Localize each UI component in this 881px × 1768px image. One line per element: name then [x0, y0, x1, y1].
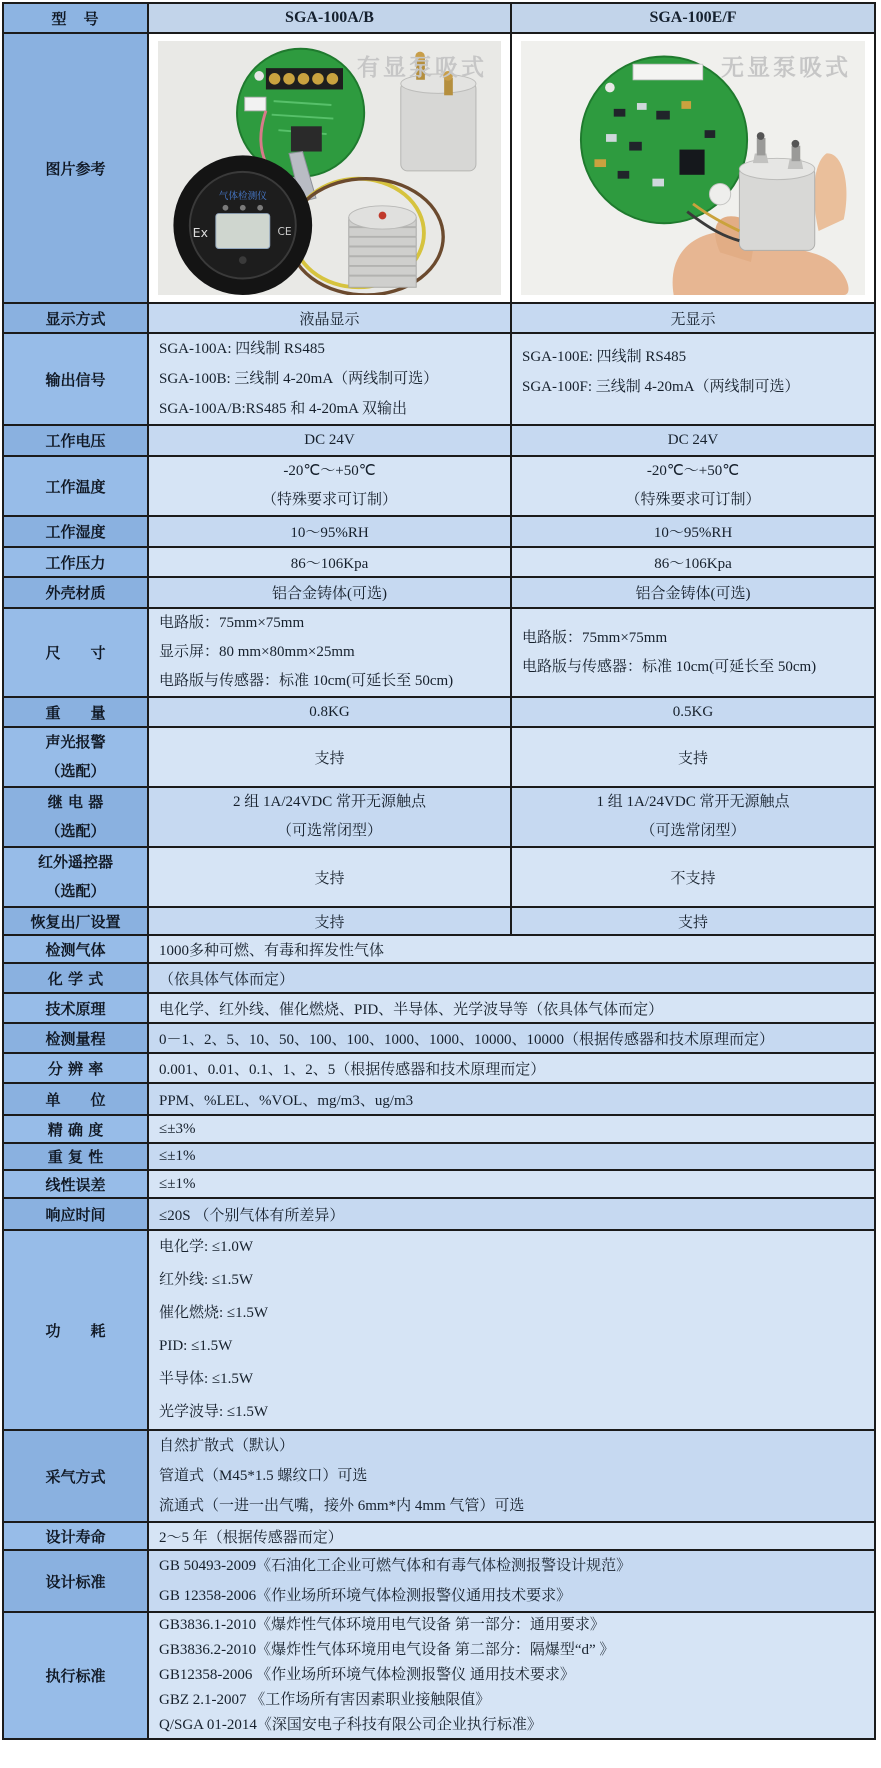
cell-line: PID: ≤1.5W — [159, 1338, 233, 1354]
row-label-image-reference: 图片参考 — [3, 33, 148, 303]
row-label-detect-gas: 检测气体 — [3, 935, 148, 963]
cell-line: 电路版：75mm×75mm — [159, 615, 305, 631]
cell-line: 红外线: ≤1.5W — [159, 1272, 254, 1288]
cell-pressure-b: 86～106Kpa — [511, 547, 875, 577]
header-col-a: SGA-100A/B — [148, 3, 511, 33]
row-label-repeatability: 重 复 性 — [3, 1143, 148, 1170]
row-sound-light-alarm — [3, 727, 875, 787]
cell-humidity-a: 10～95%RH — [148, 516, 511, 547]
svg-text:气体检测仪: 气体检测仪 — [218, 190, 267, 203]
row-exec-standard — [3, 1612, 875, 1739]
row-unit — [3, 1083, 875, 1115]
row-label-detect-range: 检测量程 — [3, 1023, 148, 1053]
cell-power-consumption — [148, 1230, 875, 1430]
cell-display-a: 液晶显示 — [148, 303, 511, 333]
cell-humidity-b: 10～95%RH — [511, 516, 875, 547]
cell-sampling-method — [148, 1430, 875, 1522]
row-working-pressure — [3, 547, 875, 577]
cell-unit: PPM、%LEL、%VOL、mg/m3、ug/m3 — [148, 1083, 875, 1115]
row-label-dimensions: 尺 寸 — [3, 608, 148, 697]
row-label-sound-light-alarm — [3, 727, 148, 787]
product-photo-b-cell — [511, 33, 875, 303]
cell-resolution: 0.001、0.01、0.1、1、2、5（根据传感器和技术原理而定） — [148, 1053, 875, 1083]
row-detect-range — [3, 1023, 875, 1053]
svg-text:Ex: Ex — [192, 224, 208, 240]
row-label-resolution: 分 辨 率 — [3, 1053, 148, 1083]
cell-line: （特殊要求可订制） — [625, 492, 761, 508]
row-label-sampling-method: 采气方式 — [3, 1430, 148, 1522]
row-label-accuracy: 精 确 度 — [3, 1115, 148, 1143]
row-sampling-method — [3, 1430, 875, 1522]
row-tech-principle — [3, 993, 875, 1023]
cell-line: GB 12358-2006《作业场所环境气体检测报警仪通用技术要求》 — [159, 1588, 572, 1604]
cell-weight-a: 0.8KG — [148, 697, 511, 727]
cell-line: Q/SGA 01-2014《深国安电子科技有限公司企业执行标准》 — [159, 1717, 542, 1733]
cell-line: -20℃～+50℃ — [283, 463, 376, 479]
cell-chemical-formula: （依具体气体而定） — [148, 963, 875, 993]
cell-line: 2 组 1A/24VDC 常开无源触点 — [233, 794, 426, 810]
row-repeatability — [3, 1143, 875, 1170]
cell-dimensions-a — [148, 608, 511, 697]
cell-line: 红外遥控器 — [37, 853, 113, 871]
row-label-linearity: 线性误差 — [3, 1170, 148, 1198]
cell-repeatability: ≤±1% — [148, 1143, 875, 1170]
cell-alarm-b: 支持 — [511, 727, 875, 787]
row-label-working-humidity: 工作湿度 — [3, 516, 148, 547]
cell-voltage-b: DC 24V — [511, 425, 875, 456]
cell-line: 自然扩散式（默认） — [159, 1438, 295, 1454]
lcd-gauge — [173, 155, 312, 295]
row-label-display-mode: 显示方式 — [3, 303, 148, 333]
cell-line: 电路版与传感器：标准 10cm(可延长至 50cm) — [159, 673, 454, 689]
row-label-power-consumption: 功 耗 — [3, 1230, 148, 1430]
product-photo-a-cell — [148, 33, 511, 303]
cell-line: 电化学: ≤1.0W — [159, 1239, 254, 1255]
cell-detect-range: 0－1、2、5、10、50、100、100、1000、1000、10000、10000（根据传感器和技术原理而定） — [148, 1023, 875, 1053]
row-label-housing-material: 外壳材质 — [3, 577, 148, 608]
cell-line: （可选常闭型） — [276, 823, 382, 839]
cell-display-b: 无显示 — [511, 303, 875, 333]
row-label-working-voltage: 工作电压 — [3, 425, 148, 456]
row-power-consumption — [3, 1230, 875, 1430]
cell-line: 电路版：75mm×75mm — [522, 629, 668, 646]
cell-line: （可选常闭型） — [640, 823, 746, 839]
row-working-voltage — [3, 425, 875, 456]
row-header — [3, 3, 875, 33]
row-label-output-signal: 输出信号 — [3, 333, 148, 425]
cell-dimensions-b — [511, 608, 875, 697]
row-label-tech-principle: 技术原理 — [3, 993, 148, 1023]
row-resolution — [3, 1053, 875, 1083]
cell-line: （选配） — [45, 762, 106, 780]
cell-output-b — [511, 333, 875, 425]
cell-line: 显示屏：80 mm×80mm×25mm — [159, 644, 355, 660]
cell-relay-a — [148, 787, 511, 847]
cell-pressure-a: 86～106Kpa — [148, 547, 511, 577]
row-output-signal — [3, 333, 875, 425]
cell-line: （特殊要求可订制） — [261, 492, 397, 508]
cell-line: （选配） — [45, 882, 106, 900]
cell-housing-a: 铝合金铸体(可选) — [148, 577, 511, 608]
cell-line: SGA-100E: 四线制 RS485 — [522, 349, 687, 365]
row-response-time — [3, 1198, 875, 1230]
cell-alarm-a: 支持 — [148, 727, 511, 787]
row-label-working-temperature: 工作温度 — [3, 456, 148, 516]
row-label-response-time: 响应时间 — [3, 1198, 148, 1230]
row-factory-reset — [3, 907, 875, 935]
row-label-factory-reset: 恢复出厂设置 — [3, 907, 148, 935]
cell-line: SGA-100B: 三线制 4-20mA（两线制可选） — [159, 371, 439, 387]
svg-text:CE: CE — [277, 224, 292, 238]
row-label-exec-standard: 执行标准 — [3, 1612, 148, 1739]
cell-line: （选配） — [45, 822, 106, 840]
row-display-mode — [3, 303, 875, 333]
row-label-chemical-formula: 化 学 式 — [3, 963, 148, 993]
cell-line: GBZ 2.1-2007 《工作场所有害因素职业接触限值》 — [159, 1692, 491, 1708]
cell-factory-reset-b: 支持 — [511, 907, 875, 935]
ribbed-sensor — [349, 206, 416, 287]
row-relay — [3, 787, 875, 847]
cell-line: GB3836.1-2010《爆炸性气体环境用电气设备 第一部分：通用要求》 — [159, 1617, 605, 1633]
cell-design-standard — [148, 1550, 875, 1612]
cell-line: GB 50493-2009《石油化工企业可燃气体和有毒气体检测报警设计规范》 — [159, 1558, 632, 1574]
header-model-label: 型 号 — [3, 3, 148, 33]
cell-remote-a: 支持 — [148, 847, 511, 907]
cell-line: 催化燃烧: ≤1.5W — [159, 1305, 269, 1321]
cell-output-a — [148, 333, 511, 425]
photo-a-watermark: 有显泵吸式 — [357, 55, 487, 81]
cell-detect-gas: 1000多种可燃、有毒和挥发性气体 — [148, 935, 875, 963]
row-label-relay — [3, 787, 148, 847]
row-label-design-life: 设计寿命 — [3, 1522, 148, 1550]
row-working-humidity — [3, 516, 875, 547]
cell-exec-standard — [148, 1612, 875, 1739]
cell-line: 管道式（M45*1.5 螺纹口）可选 — [159, 1468, 368, 1484]
cell-weight-b: 0.5KG — [511, 697, 875, 727]
header-col-b: SGA-100E/F — [511, 3, 875, 33]
row-label-unit: 单 位 — [3, 1083, 148, 1115]
cell-factory-reset-a: 支持 — [148, 907, 511, 935]
cell-temperature-a — [148, 456, 511, 516]
cell-line: 继 电 器 — [47, 793, 104, 811]
cell-design-life: 2～5 年（根据传感器而定） — [148, 1522, 875, 1550]
row-design-standard — [3, 1550, 875, 1612]
row-linearity — [3, 1170, 875, 1198]
cell-relay-b — [511, 787, 875, 847]
row-design-life — [3, 1522, 875, 1550]
cell-tech-principle: 电化学、红外线、催化燃烧、PID、半导体、光学波导等（依具体气体而定） — [148, 993, 875, 1023]
cell-line: SGA-100F: 三线制 4-20mA（两线制可选） — [522, 379, 800, 395]
row-detect-gas — [3, 935, 875, 963]
row-ir-remote — [3, 847, 875, 907]
cell-line: 声光报警 — [45, 733, 106, 751]
cell-line: 光学波导: ≤1.5W — [159, 1404, 269, 1420]
photo-b-watermark: 无显泵吸式 — [721, 55, 851, 81]
cell-accuracy: ≤±3% — [148, 1115, 875, 1143]
product-photo-b — [521, 41, 865, 295]
cell-housing-b: 铝合金铸体(可选) — [511, 577, 875, 608]
spec-table — [2, 2, 876, 1740]
cell-linearity: ≤±1% — [148, 1170, 875, 1198]
row-dimensions — [3, 608, 875, 697]
cell-temperature-b — [511, 456, 875, 516]
row-label-weight: 重 量 — [3, 697, 148, 727]
cell-remote-b: 不支持 — [511, 847, 875, 907]
cell-voltage-a: DC 24V — [148, 425, 511, 456]
cell-response-time: ≤20S （个别气体有所差异） — [148, 1198, 875, 1230]
cell-line: SGA-100A/B:RS485 和 4-20mA 双输出 — [159, 401, 407, 417]
cell-line: GB3836.2-2010《爆炸性气体环境用电气设备 第二部分：隔爆型“d” 》 — [159, 1642, 615, 1658]
cell-line: GB12358-2006 《作业场所环境气体检测报警仪 通用技术要求》 — [159, 1667, 575, 1683]
cell-line: 电路版与传感器：标准 10cm(可延长至 50cm) — [522, 658, 817, 675]
row-product-photos — [3, 33, 875, 303]
row-housing-material — [3, 577, 875, 608]
cell-line: 1 组 1A/24VDC 常开无源触点 — [596, 794, 790, 810]
row-working-temperature — [3, 456, 875, 516]
row-label-working-pressure: 工作压力 — [3, 547, 148, 577]
cell-line: 流通式（一进一出气嘴，接外 6mm*内 4mm 气管）可选 — [159, 1498, 525, 1514]
cell-line: 半导体: ≤1.5W — [159, 1371, 254, 1387]
cell-line: -20℃～+50℃ — [646, 463, 740, 479]
row-accuracy — [3, 1115, 875, 1143]
row-label-ir-remote — [3, 847, 148, 907]
row-label-design-standard: 设计标准 — [3, 1550, 148, 1612]
row-weight — [3, 697, 875, 727]
cell-line: SGA-100A: 四线制 RS485 — [159, 341, 325, 357]
row-chemical-formula — [3, 963, 875, 993]
product-photo-a — [158, 41, 501, 295]
